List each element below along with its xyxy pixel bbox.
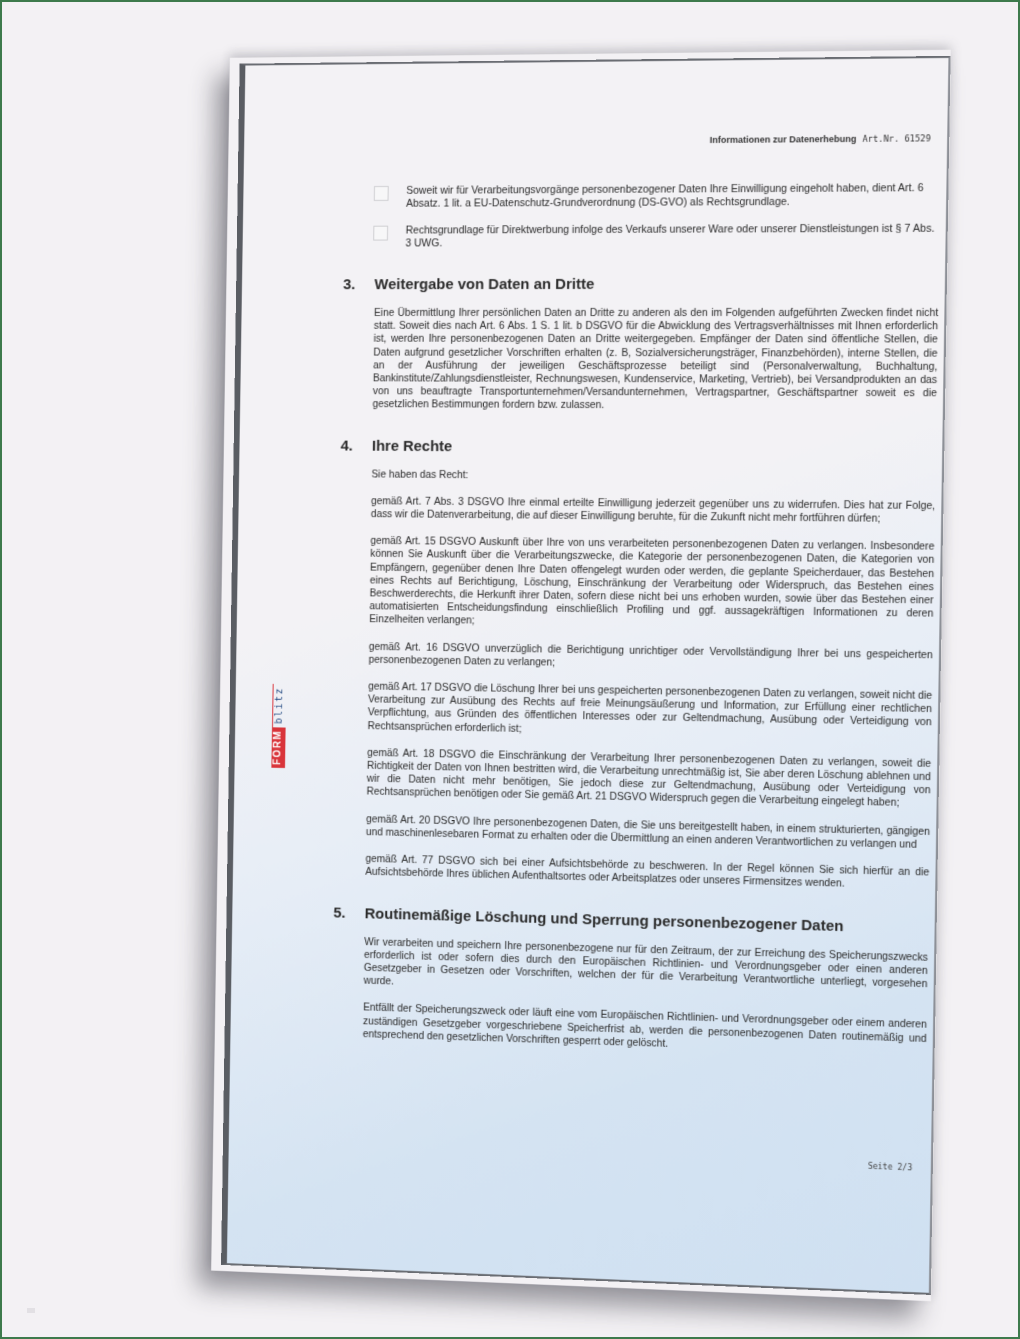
paragraph: gemäß Art. 16 DSGVO unverzüglich die Berichtigung unrichtiger oder Vervollständigung Ihrer bei uns gespeicherten personenbezogenen Daten zu verlangen;: [368, 641, 933, 669]
brand-blitz-label: blitz: [272, 684, 286, 727]
paragraph: gemäß Art. 18 DSGVO die Einschränkung der Verarbeitung Ihrer personenbezogenen Daten zu verlangen, soweit die Richtigkeit der Daten von Ihnen bestritten wird, die Verarbeitung unrechtmäßig ist, Sie aber deren Löschung ablehnen und wir die Daten nicht mehr benötigen, Sie jedoch diese zur Geltendmachung, Ausübung oder Verteidigung von Rechtsansprüchen benötigen oder Sie gemäß Art. 21 DSGVO Widerspruch gegen die Verarbeitung eingelegt haben;: [366, 747, 932, 810]
paragraph: Sie haben das Recht:: [371, 469, 469, 481]
section-title: Weitergabe von Daten an Dritte: [374, 275, 595, 294]
section-4: [334, 437, 936, 893]
section-title: Ihre Rechte: [371, 437, 453, 455]
checkbox-item-consent: [374, 182, 941, 211]
section-heading: [341, 437, 937, 458]
document-header: [710, 133, 931, 146]
checkbox-item-text: Rechtsgrundlage für Direktwerbung infolge des Verkaufs unserer Ware oder unserer Dienstleistungen ist § 7 Abs. 3 UWG.: [405, 222, 935, 250]
paragraph: gemäß Art. 7 Abs. 3 DSGVO Ihre einmal erteilte Einwilligung jederzeit gegenüber uns zu widerrufen. Dies hat zur Folge, dass wir die Datenverarbeitung, die auf dieser Einwilligung beruhte, für die Zukunft nicht mehr fortführen dürfen;: [370, 496, 936, 525]
consent-checkbox[interactable]: [374, 186, 389, 201]
document-page: [221, 56, 950, 1295]
section-number: 3.: [343, 276, 356, 294]
paragraph: Wir verarbeiten und speichern Ihre personenbezogene nur für den Zeitraum, der zur Erreichung des Speicherungszwecks erforderlich ist oder sofern dies durch den Europäischen Richtlinien- und Verordnungsgeber oder einen anderen Gesetzgeber in Gesetzen oder Vorschriften, welchen der für die Verarbeitung Verantwortliche unterliegt, vorgesehen wurde.: [363, 936, 929, 991]
paragraph: gemäß Art. 17 DSGVO die Löschung Ihrer bei uns gespeicherten personenbezogenen Daten zu verlangen, soweit nicht die Verarbeitung zur Ausübung des Rechts auf freie Meinungsäußerung und Information, zur Erfüllung einer rechtlichen Verpflichtung, aus Gründen des öffentlichen Interesses oder zur Geltendmachung, Ausübung oder Verteidigung von Rechtsansprüchen erforderlich ist;: [367, 681, 933, 735]
paragraph: gemäß Art. 15 DSGVO Auskunft über Ihre von uns verarbeiteten personenbezogenen Daten zu verlangen. Insbesondere können Sie Auskunft über die Verarbeitungszwecke, die Kategorie der personenbezogenen Daten, die Kategorien von Empfängern, gegenüber denen Ihre Daten offengelegt wurden oder werden, die geplante Speicherdauer, das Bestehen eines Rechts auf Berichtigung, Löschung, Einschränkung der Verarbeitung oder Widerspruch, das Bestehen eines Beschwerderechts, die Herkunft ihrer Daten, sofern diese nicht bei uns erhoben wurden, sowie über das Bestehen einer automatisierten Entscheidungsfindung einschließlich Profiling und ggf. aussagekräftigen Informationen zu deren Einzelheiten verlangen;: [369, 536, 935, 627]
article-number: Art.Nr. 61529: [862, 134, 931, 145]
paragraph: Eine Übermittlung Ihrer persönlichen Daten an Dritte zu anderen als den im Folgenden aufgeführten Zwecken findet nicht statt. Soweit dies nach Art. 6 Abs. 1 S. 1 lit. b DSGVO für die Abwicklung des Vertragsverhältnisses mit Ihnen erforderlich ist, werden Ihre personenbezogenen Daten an Dritte weitergegeben. Empfänger der Daten sind öffentliche Stellen, die Daten aufgrund gesetzlicher Vorschriften erhalten (z. B, Sozialversicherungsträger, Finanzbehörden), interne Stellen, die an der Ausführung der jeweiligen Geschäftsprozesse beteiligt sind (Personalverwaltung, Buchhaltung, Bankinstitute/Zahlungsdienstleister, Rechnungswesen, Kundenservice, Marketing, Vertrieb), bei Versandprodukten an das von uns beauftragte Transportunternehmen/Versandunternehmen, Vertragspartner, Geschäftspartner soweit es die gesetzlichen Bestimmungen fordern bzw. zulassen.: [372, 307, 939, 412]
section-3: [341, 275, 939, 414]
section-title: Routinemäßige Löschung und Sperrung personenbezogener Daten: [364, 904, 844, 935]
paragraph: gemäß Art. 77 DSGVO sich bei einer Aufsichtsbehörde zu beschweren. In der Regel können Sie sich hierfür an die Aufsichtsbehörde Ihres üblichen Aufenthaltsortes oder Arbeitsplatzes oder unseres Firmensitzes wenden.: [365, 853, 930, 890]
corner-mark: [27, 1308, 35, 1313]
section-number: 5.: [333, 904, 346, 922]
checkbox-item-text: Soweit wir für Verarbeitungsvorgänge personenbezogener Daten Ihre Einwilligung eingeholt haben, dient Art. 6 Absatz. 1 lit. a EU-Datenschutz-Grundverordnung (DS-GVO) als Rechtsgrundlage.: [406, 182, 924, 210]
document-title: Informationen zur Datenerhebung: [709, 133, 857, 146]
section-heading: [343, 275, 939, 293]
formblitz-logo: [271, 669, 288, 768]
section-heading: [333, 904, 928, 937]
document-body: [331, 182, 940, 1073]
paragraph: gemäß Art. 20 DSGVO Ihre personenbezogenen Daten, die Sie uns bereitgestellt haben, in einem strukturierten, gängigen und maschinenlesebaren Format zu erhalten oder die Übermittlung an einen anderen Verantwortlichen zu verlangen und: [365, 813, 931, 851]
brand-form-label: FORM: [271, 727, 285, 768]
direct-marketing-checkbox[interactable]: [373, 226, 388, 241]
section-number: 4.: [340, 437, 354, 455]
page-number: Seite 2/3: [867, 1161, 913, 1173]
paragraph: Entfällt der Speicherungszweck oder läuft eine vom Europäischen Richtlinien- und Verordnungsgeber oder einem anderen zuständigen Gesetzgeber vorgeschriebene Speicherfrist ab, werden die personenbezogenen Daten routinemäßig und entsprechend den gesetzlichen Vorschriften gesperrt oder gelöscht.: [362, 1002, 927, 1050]
section-5: [331, 904, 928, 1059]
checkbox-item-direct-marketing: [373, 223, 940, 251]
